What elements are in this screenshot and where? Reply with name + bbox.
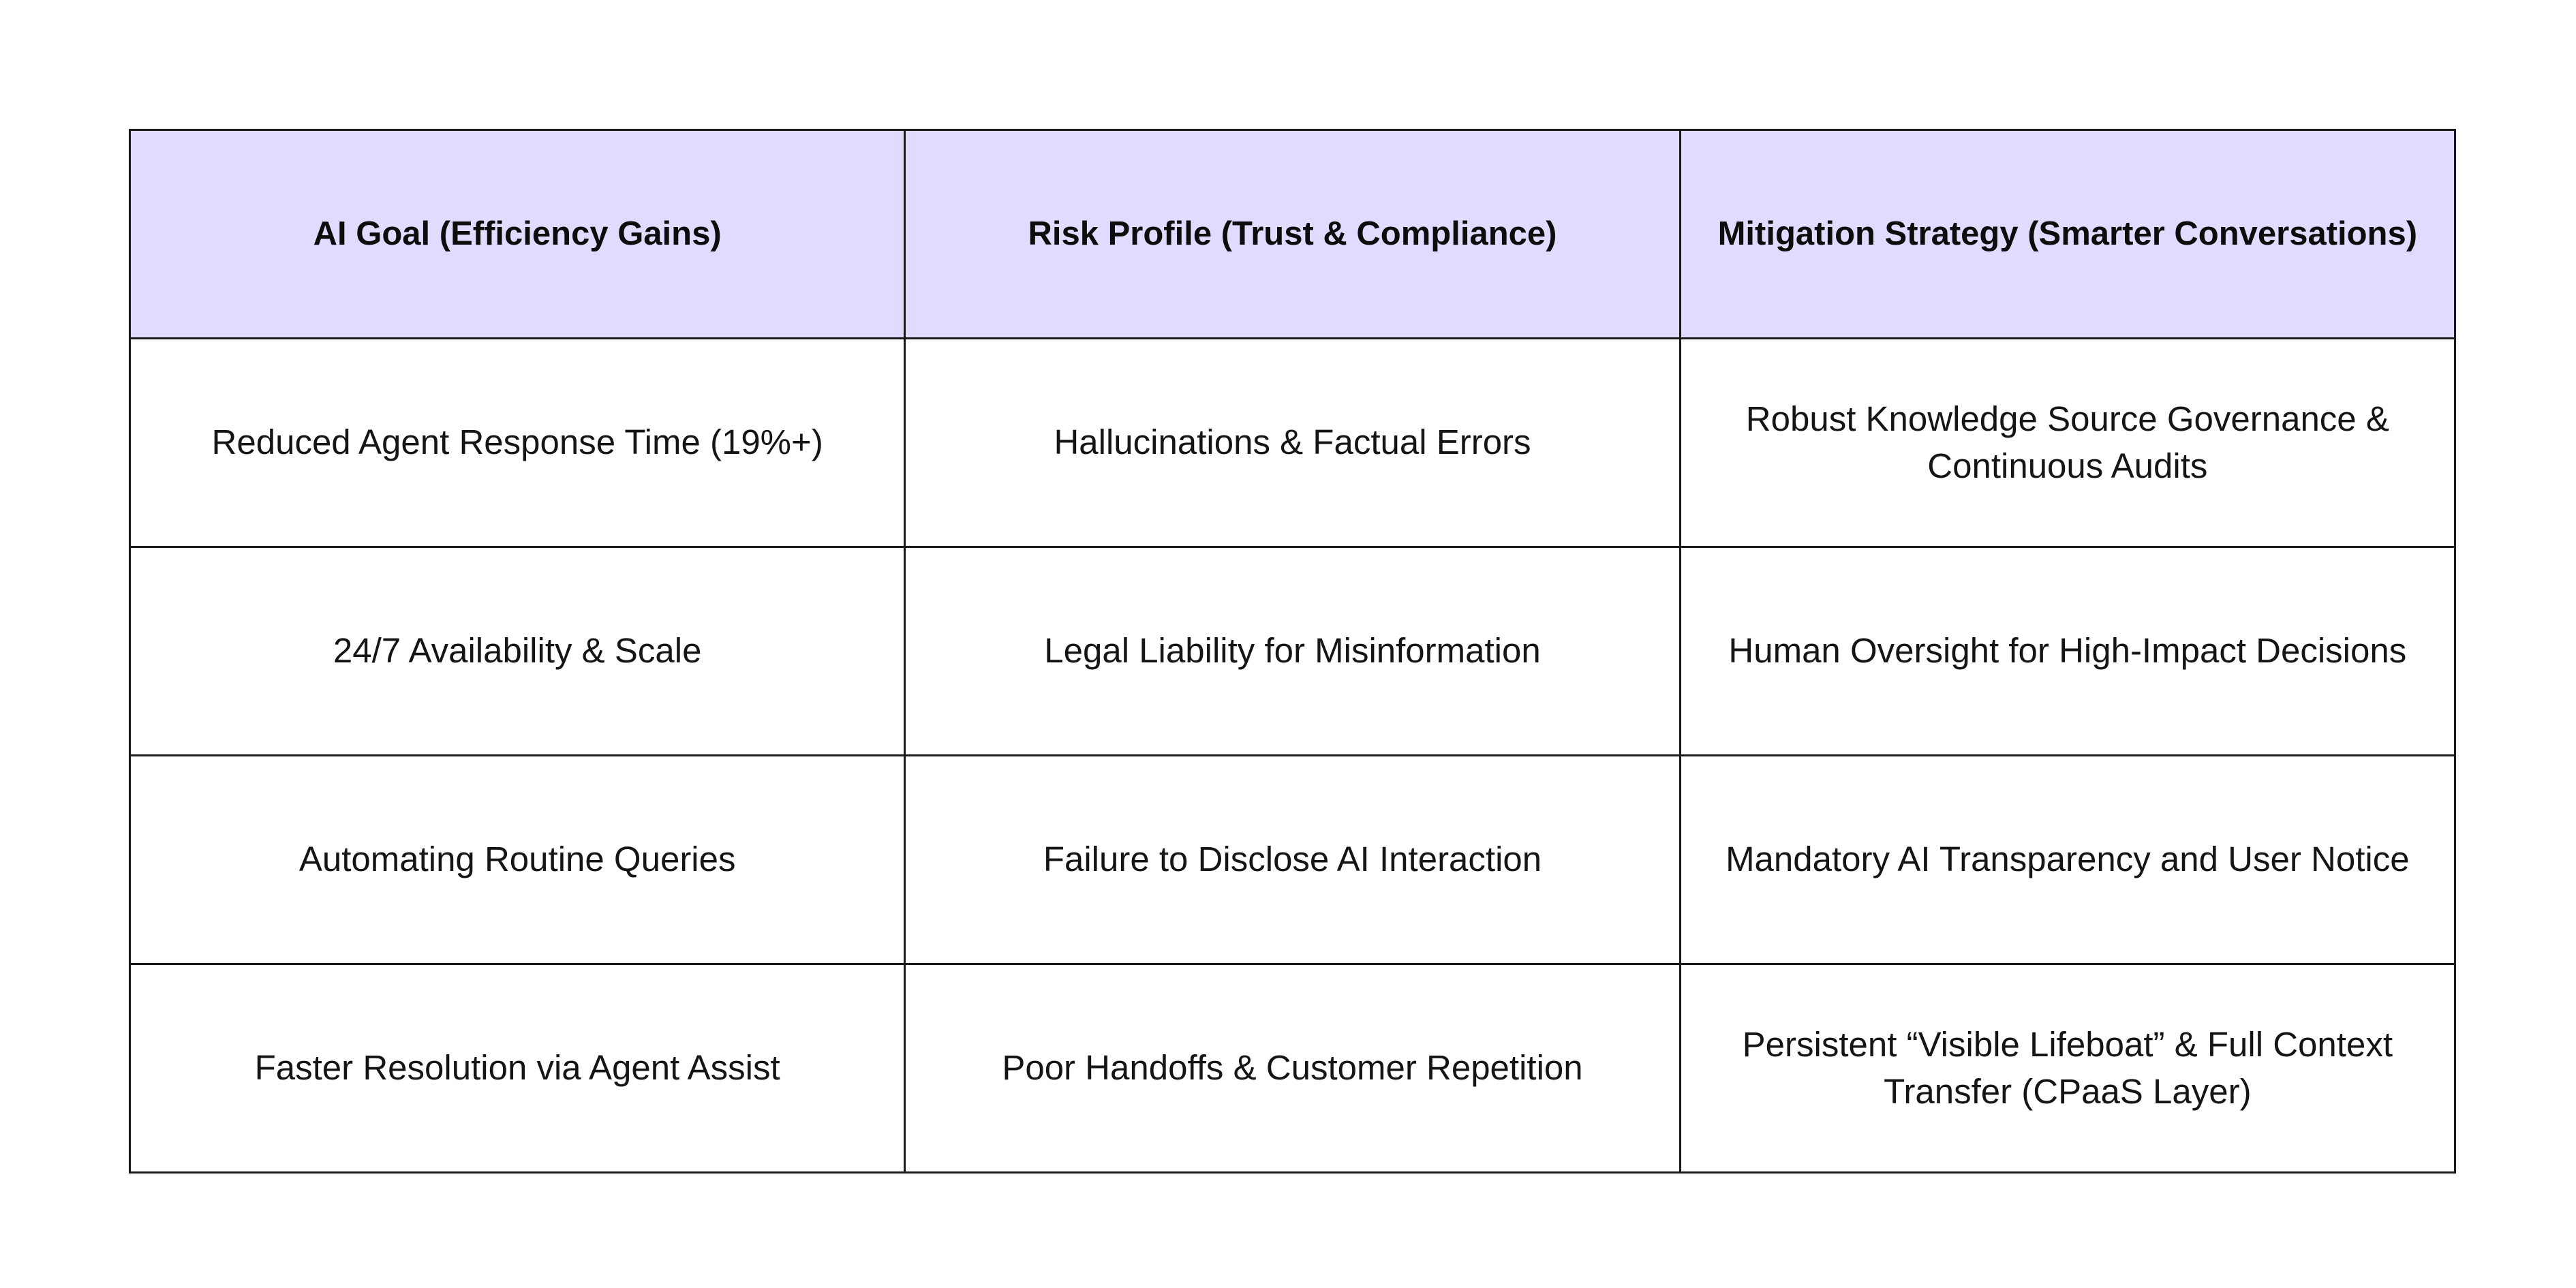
table-body <box>130 339 2455 1173</box>
table-row <box>130 339 2455 547</box>
cell-mitigation-strategy: Human Oversight for High-Impact Decisions <box>1680 547 2455 756</box>
cell-ai-goal: Automating Routine Queries <box>130 756 905 964</box>
cell-risk-profile: Poor Handoffs & Customer Repetition <box>905 964 1680 1173</box>
header-row <box>130 130 2455 339</box>
table-row <box>130 756 2455 964</box>
cell-ai-goal: 24/7 Availability & Scale <box>130 547 905 756</box>
table-header <box>130 130 2455 339</box>
header-ai-goal: AI Goal (Efficiency Gains) <box>130 130 905 339</box>
table-row <box>130 547 2455 756</box>
cell-mitigation-strategy: Persistent “Visible Lifeboat” & Full Context Transfer (CPaaS Layer) <box>1680 964 2455 1173</box>
cell-risk-profile: Legal Liability for Misinformation <box>905 547 1680 756</box>
comparison-table-container <box>129 129 2456 1162</box>
table-row <box>130 964 2455 1173</box>
header-risk-profile: Risk Profile (Trust & Compliance) <box>905 130 1680 339</box>
ai-risk-mitigation-table <box>129 129 2456 1174</box>
cell-mitigation-strategy: Mandatory AI Transparency and User Notice <box>1680 756 2455 964</box>
cell-risk-profile: Failure to Disclose AI Interaction <box>905 756 1680 964</box>
header-mitigation-strategy: Mitigation Strategy (Smarter Conversations) <box>1680 130 2455 339</box>
cell-ai-goal: Faster Resolution via Agent Assist <box>130 964 905 1173</box>
cell-mitigation-strategy: Robust Knowledge Source Governance & Continuous Audits <box>1680 339 2455 547</box>
cell-ai-goal: Reduced Agent Response Time (19%+) <box>130 339 905 547</box>
cell-risk-profile: Hallucinations & Factual Errors <box>905 339 1680 547</box>
